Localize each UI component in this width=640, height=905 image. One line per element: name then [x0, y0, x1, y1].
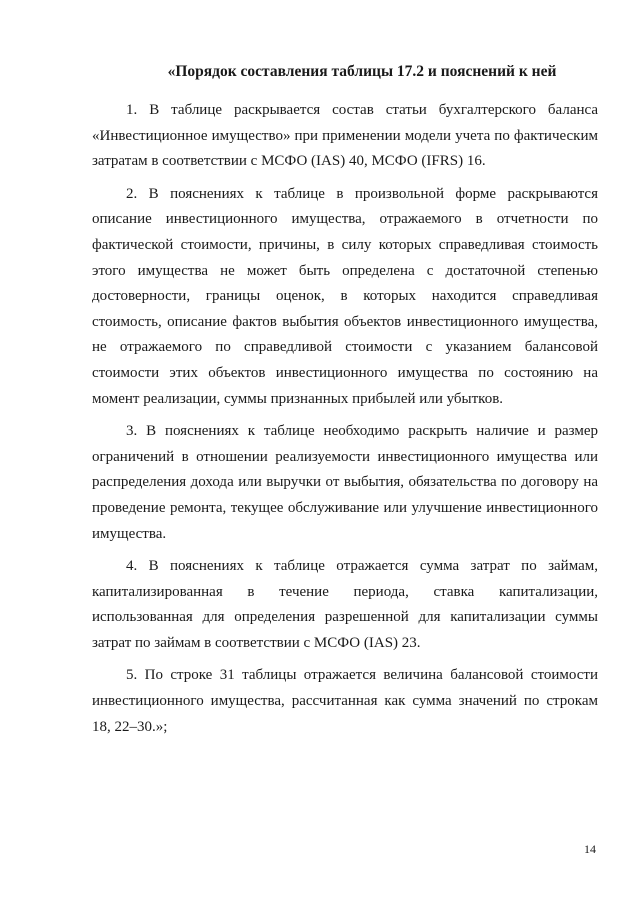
paragraph-5: 5. По строке 31 таблицы отражается величина балансовой стоимости инвестиционного имущества, рассчитанная как сумма значений по строкам 18, 22–30.»; — [92, 667, 598, 735]
paragraph-1: 1. В таблице раскрывается состав статьи бухгалтерского баланса «Инвестиционное имущество» при применении модели учета по фактическим затратам в соответствии с МСФО (IAS) 40, МСФО (IFRS) 16. — [92, 102, 598, 170]
page-number: 14 — [584, 842, 596, 856]
paragraph-4: 4. В пояснениях к таблице отражается сумма затрат по займам, капитализированная в течение периода, ставка капитализации, использованная для определения разрешенной для капитализации суммы затрат по займам в соответствии с МСФО (IAS) 23. — [92, 558, 598, 651]
document-body — [92, 62, 598, 747]
section-title: «Порядок составления таблицы 17.2 и пояснений к ней — [167, 63, 557, 80]
paragraph-2: 2. В пояснениях к таблице в произвольной форме раскрываются описание инвестиционного имущества, отражаемого в отчетности по фактической стоимости, причины, в силу которых справедливая стоимость этого имущества не может быть определена с достаточной степенью достоверности, границы оценок, в которых находится справедливая стоимость, описание фактов выбытия объектов инвестиционного имущества, не отражаемого по справедливой стоимости с указанием балансовой стоимости этих объектов инвестиционного имущества по состоянию на момент реализации, суммы признанных прибылей или убытков. — [92, 185, 598, 407]
paragraph-3: 3. В пояснениях к таблице необходимо раскрыть наличие и размер ограничений в отношении реализуемости инвестиционного имущества или распределения дохода или выручки от выбытия, обязательства по договору на проведение ремонта, текущее обслуживание или улучшение инвестиционного имущества. — [92, 423, 598, 542]
